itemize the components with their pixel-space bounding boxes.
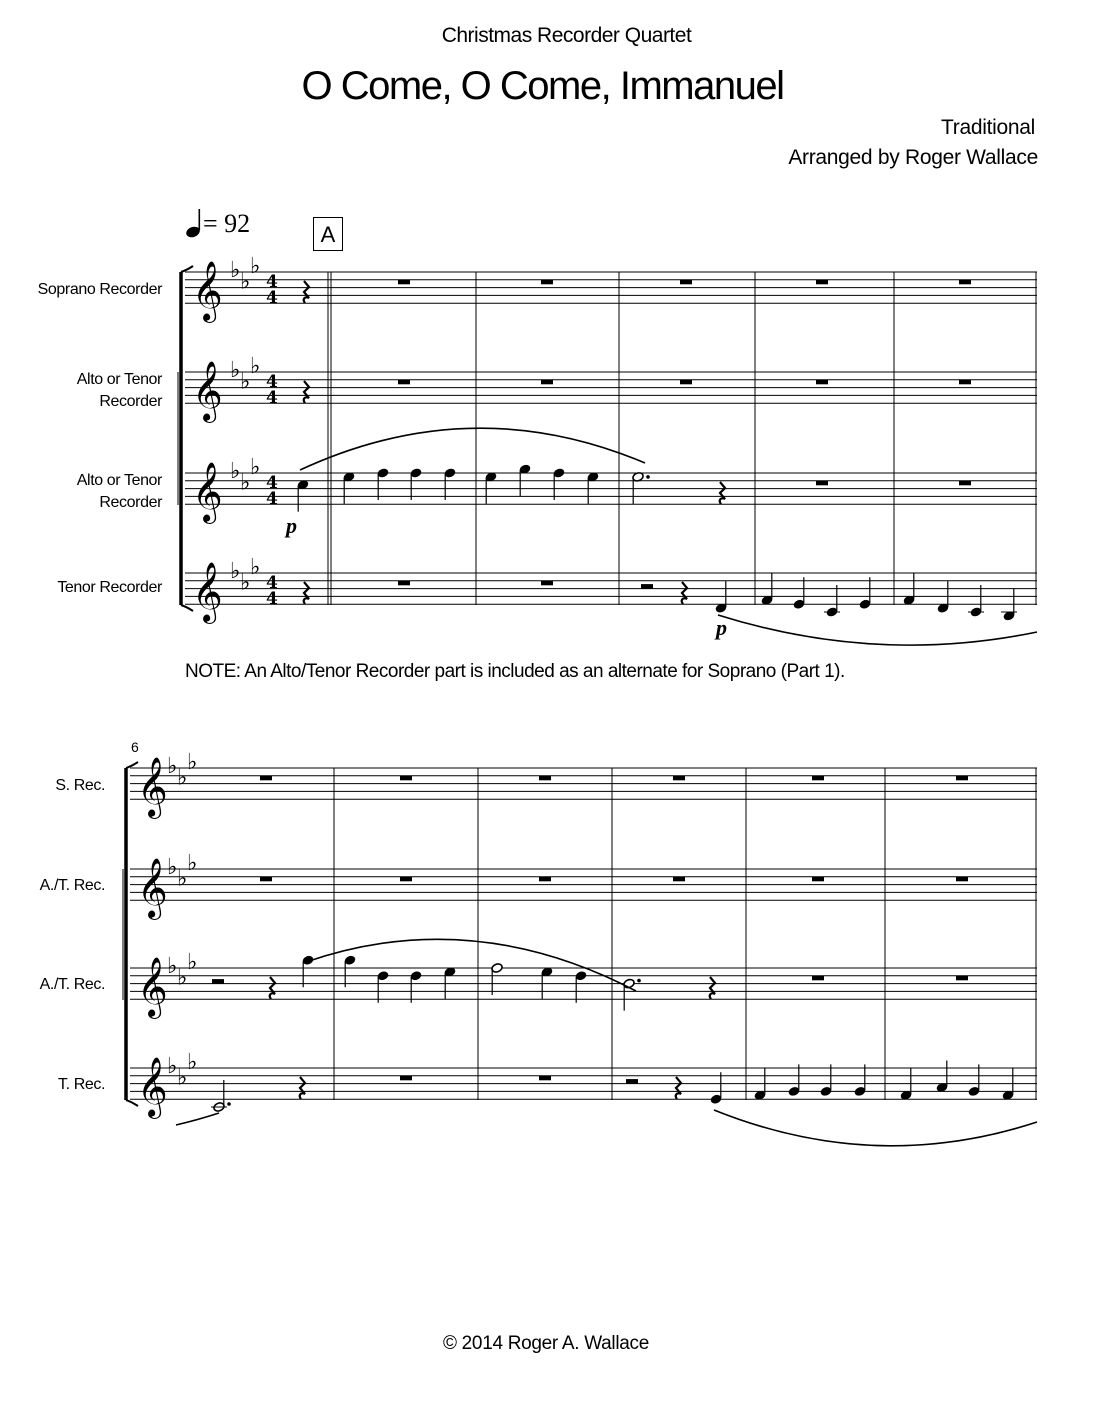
whole-rest bbox=[959, 380, 971, 385]
whole-rest bbox=[959, 481, 971, 486]
dot bbox=[637, 979, 641, 983]
measure-number: 6 bbox=[131, 739, 139, 755]
flat-icon: ♭ bbox=[167, 954, 178, 979]
time-signature-bottom: 4 bbox=[266, 288, 278, 308]
treble-clef-icon: 𝄞 bbox=[137, 757, 168, 817]
treble-clef-icon: 𝄞 bbox=[192, 562, 223, 622]
subtitle: Christmas Recorder Quartet bbox=[441, 24, 692, 47]
instrument-name-alto-tenor-2: Alto or Tenor Recorder bbox=[76, 472, 162, 511]
instrument-name-soprano-short: S. Rec. bbox=[55, 777, 105, 794]
flat-icon: ♭ bbox=[250, 555, 261, 581]
whole-rest bbox=[680, 280, 692, 285]
page-title: O Come, O Come, Immanuel bbox=[301, 64, 784, 108]
dot bbox=[227, 1102, 231, 1106]
quarter-rest bbox=[710, 977, 715, 999]
whole-rest bbox=[959, 280, 971, 285]
flat-icon: ♭ bbox=[230, 258, 241, 283]
quarter-rest bbox=[720, 482, 725, 504]
quarter-rest bbox=[682, 582, 687, 604]
whole-rest bbox=[956, 776, 968, 781]
slur bbox=[300, 428, 645, 470]
whole-rest bbox=[812, 877, 824, 882]
flat-icon: ♭ bbox=[187, 851, 198, 877]
whole-rest bbox=[956, 976, 968, 981]
tempo-value: = 92 bbox=[203, 209, 251, 238]
time-signature-top: 4 bbox=[266, 473, 278, 493]
treble-clef-icon: 𝄞 bbox=[192, 462, 223, 522]
time-signature-top: 4 bbox=[266, 272, 278, 292]
dynamic-piano: p bbox=[716, 615, 727, 640]
quarter-rest bbox=[304, 582, 309, 604]
flat-icon: ♭ bbox=[250, 455, 261, 481]
whole-rest bbox=[260, 776, 272, 781]
arrangement-note: NOTE: An Alto/Tenor Recorder part is included as an alternate for Soprano (Part 1). bbox=[185, 661, 845, 682]
quarter-rest bbox=[304, 281, 309, 303]
whole-rest bbox=[541, 280, 553, 285]
flat-icon: ♭ bbox=[177, 965, 188, 991]
whole-rest bbox=[812, 776, 824, 781]
quarter-rest bbox=[270, 977, 275, 999]
whole-rest bbox=[680, 380, 692, 385]
rehearsal-mark: A bbox=[313, 217, 343, 251]
flat-icon: ♭ bbox=[240, 570, 251, 596]
whole-rest bbox=[400, 1076, 412, 1081]
flat-icon: ♭ bbox=[250, 254, 261, 280]
flat-icon: ♭ bbox=[187, 750, 198, 776]
flat-icon: ♭ bbox=[167, 855, 178, 880]
time-signature-bottom: 4 bbox=[266, 489, 278, 509]
composer-credit: Traditional bbox=[941, 116, 1035, 139]
whole-rest bbox=[673, 776, 685, 781]
whole-rest bbox=[400, 776, 412, 781]
whole-rest bbox=[398, 581, 410, 586]
flat-icon: ♭ bbox=[230, 459, 241, 484]
whole-rest bbox=[539, 877, 551, 882]
dynamic-marks bbox=[284, 513, 727, 640]
whole-rest bbox=[816, 380, 828, 385]
flat-icon: ♭ bbox=[230, 358, 241, 383]
instrument-name-soprano: Soprano Recorder bbox=[37, 281, 162, 298]
whole-rest bbox=[539, 1076, 551, 1081]
flat-icon: ♭ bbox=[167, 754, 178, 779]
half-rest bbox=[626, 1079, 638, 1084]
system-1 bbox=[178, 254, 1037, 645]
flat-icon: ♭ bbox=[177, 1065, 188, 1091]
whole-rest bbox=[812, 976, 824, 981]
whole-rest bbox=[400, 877, 412, 882]
whole-rest bbox=[260, 877, 272, 882]
slur bbox=[176, 1113, 219, 1125]
time-signature-top: 4 bbox=[266, 573, 278, 593]
instrument-name-alto-tenor-1: Alto or Tenor Recorder bbox=[76, 371, 162, 410]
copyright: © 2014 Roger A. Wallace bbox=[442, 1333, 649, 1354]
treble-clef-icon: 𝄞 bbox=[137, 1057, 168, 1117]
whole-rest bbox=[541, 581, 553, 586]
quarter-rest bbox=[300, 1077, 305, 1099]
flat-icon: ♭ bbox=[240, 269, 251, 295]
whole-rest bbox=[541, 380, 553, 385]
instrument-name-alto-tenor-2-short: A./T. Rec. bbox=[39, 976, 105, 993]
slur bbox=[718, 615, 1037, 645]
dot bbox=[646, 475, 650, 479]
flat-icon: ♭ bbox=[240, 369, 251, 395]
flat-icon: ♭ bbox=[187, 1050, 198, 1076]
treble-clef-icon: 𝄞 bbox=[137, 957, 168, 1017]
whole-rest bbox=[398, 280, 410, 285]
flat-icon: ♭ bbox=[230, 559, 241, 584]
flat-icon: ♭ bbox=[177, 866, 188, 892]
whole-rest bbox=[956, 877, 968, 882]
whole-rest bbox=[539, 776, 551, 781]
whole-rest bbox=[816, 481, 828, 486]
flat-icon: ♭ bbox=[240, 470, 251, 496]
time-signature-bottom: 4 bbox=[266, 589, 278, 609]
instrument-name-alto-tenor-1-short: A./T. Rec. bbox=[39, 877, 105, 894]
quarter-rest bbox=[676, 1077, 681, 1099]
time-signature-bottom: 4 bbox=[266, 388, 278, 408]
system-2 bbox=[123, 750, 1037, 1146]
flat-icon: ♭ bbox=[177, 765, 188, 791]
whole-rest bbox=[816, 280, 828, 285]
flat-icon: ♭ bbox=[167, 1054, 178, 1079]
treble-clef-icon: 𝄞 bbox=[192, 261, 223, 321]
whole-rest bbox=[398, 380, 410, 385]
time-signature-top: 4 bbox=[266, 372, 278, 392]
flat-icon: ♭ bbox=[250, 354, 261, 380]
dynamic-piano: p bbox=[286, 513, 297, 538]
flat-icon: ♭ bbox=[187, 950, 198, 976]
instrument-name-tenor-short: T. Rec. bbox=[58, 1076, 105, 1093]
treble-clef-icon: 𝄞 bbox=[137, 858, 168, 918]
quarter-rest bbox=[304, 381, 309, 403]
whole-rest bbox=[673, 877, 685, 882]
instrument-name-tenor: Tenor Recorder bbox=[57, 579, 162, 596]
half-rest bbox=[212, 979, 224, 984]
half-rest bbox=[641, 584, 653, 589]
arranger-credit: Arranged by Roger Wallace bbox=[788, 146, 1038, 169]
slur bbox=[714, 1110, 1037, 1146]
treble-clef-icon: 𝄞 bbox=[192, 361, 223, 421]
